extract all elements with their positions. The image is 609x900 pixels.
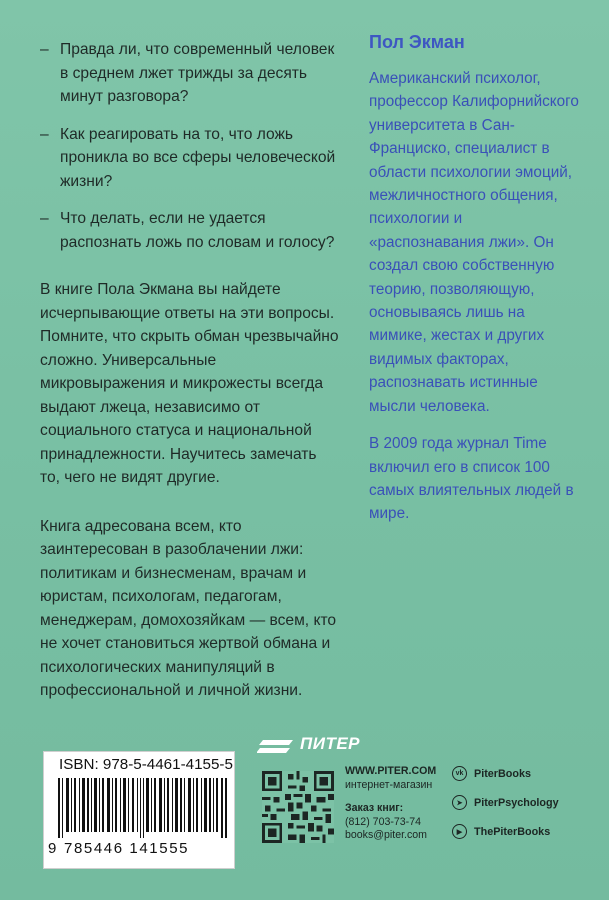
order-email[interactable]: books@piter.com xyxy=(345,829,428,841)
dash-marker: – xyxy=(40,125,49,143)
website-caption: интернет-магазин xyxy=(345,778,433,791)
social-item-youtube[interactable] xyxy=(452,823,559,840)
author-column xyxy=(369,32,579,526)
audience-paragraph: Книга адресована всем, кто заинтересован в разоблачении лжи: политикам и бизнесменам, врачам и юристам, психологам, педагогам, менеджерам, домохозяйкам — всем, кто не хочет становиться жертвой обмана и психологических манипуляций в профессиональной и личной жизни. xyxy=(40,517,337,699)
question-item xyxy=(40,38,340,109)
telegram-icon: ➤ xyxy=(452,795,467,810)
author-name: Пол Экман xyxy=(369,32,465,52)
social-label: PiterPsychology xyxy=(474,796,559,809)
social-label: ThePiterBooks xyxy=(474,825,551,838)
question-text: Правда ли, что современный человек в среднем лжет трижды за десять минут разговора? xyxy=(60,41,335,105)
barcode-first-digit: 9 xyxy=(48,840,58,857)
publisher-contacts xyxy=(345,765,436,843)
question-item xyxy=(40,207,340,254)
social-item-telegram[interactable] xyxy=(452,794,559,811)
author-bio: Американский психолог, профессор Калифорнийского университета в Сан-Франциско, специалист в области психологии эмоций, межличностного общения, психологии и «распознавания лжи». Он создал свою собственную теорию, позволяющую, основываясь лишь на мимике, жестах и других видимых факторах, распознавать истинные мысли человека. xyxy=(369,70,579,415)
barcode-image xyxy=(58,778,228,838)
isbn-label: ISBN: 978-5-4461-4155-5 xyxy=(59,756,233,773)
order-label: Заказ книг: xyxy=(345,802,404,814)
question-text: Как реагировать на то, что ложь проникла во все сферы человеческой жизни? xyxy=(60,125,336,190)
question-item xyxy=(40,123,340,194)
order-phone: (812) 703-73-74 xyxy=(345,815,421,828)
social-links xyxy=(452,765,559,852)
vk-icon: vk xyxy=(452,766,467,781)
barcode-digit-groups: 785446 141555 xyxy=(64,840,190,857)
question-text: Что делать, если не удается распознать ложь по словам и голосу? xyxy=(60,210,335,251)
youtube-icon: ▶ xyxy=(452,824,467,839)
publisher-logo-text: ПИТЕР xyxy=(300,734,361,753)
social-item-vk[interactable] xyxy=(452,765,559,782)
social-label: PiterBooks xyxy=(474,767,531,780)
description-paragraph: В книге Пола Экмана вы найдете исчерпывающие ответы на эти вопросы. Помните, что скрыть обман чрезвычайно сложно. Универсальные микровыражения и микрожесты всегда выдают лжеца, независимо от социального статуса и национальной принадлежности. Научитесь замечать то, чего не видят другие. xyxy=(40,281,339,486)
dash-marker: – xyxy=(40,210,49,227)
isbn-barcode-box xyxy=(43,751,235,869)
qr-code xyxy=(262,771,334,843)
questions-column xyxy=(40,38,340,703)
website-link[interactable]: WWW.PITER.COM xyxy=(345,765,437,777)
dash-marker: – xyxy=(40,41,49,58)
author-award: В 2009 года журнал Time включил его в список 100 самых влиятельных людей в мире. xyxy=(369,435,574,523)
